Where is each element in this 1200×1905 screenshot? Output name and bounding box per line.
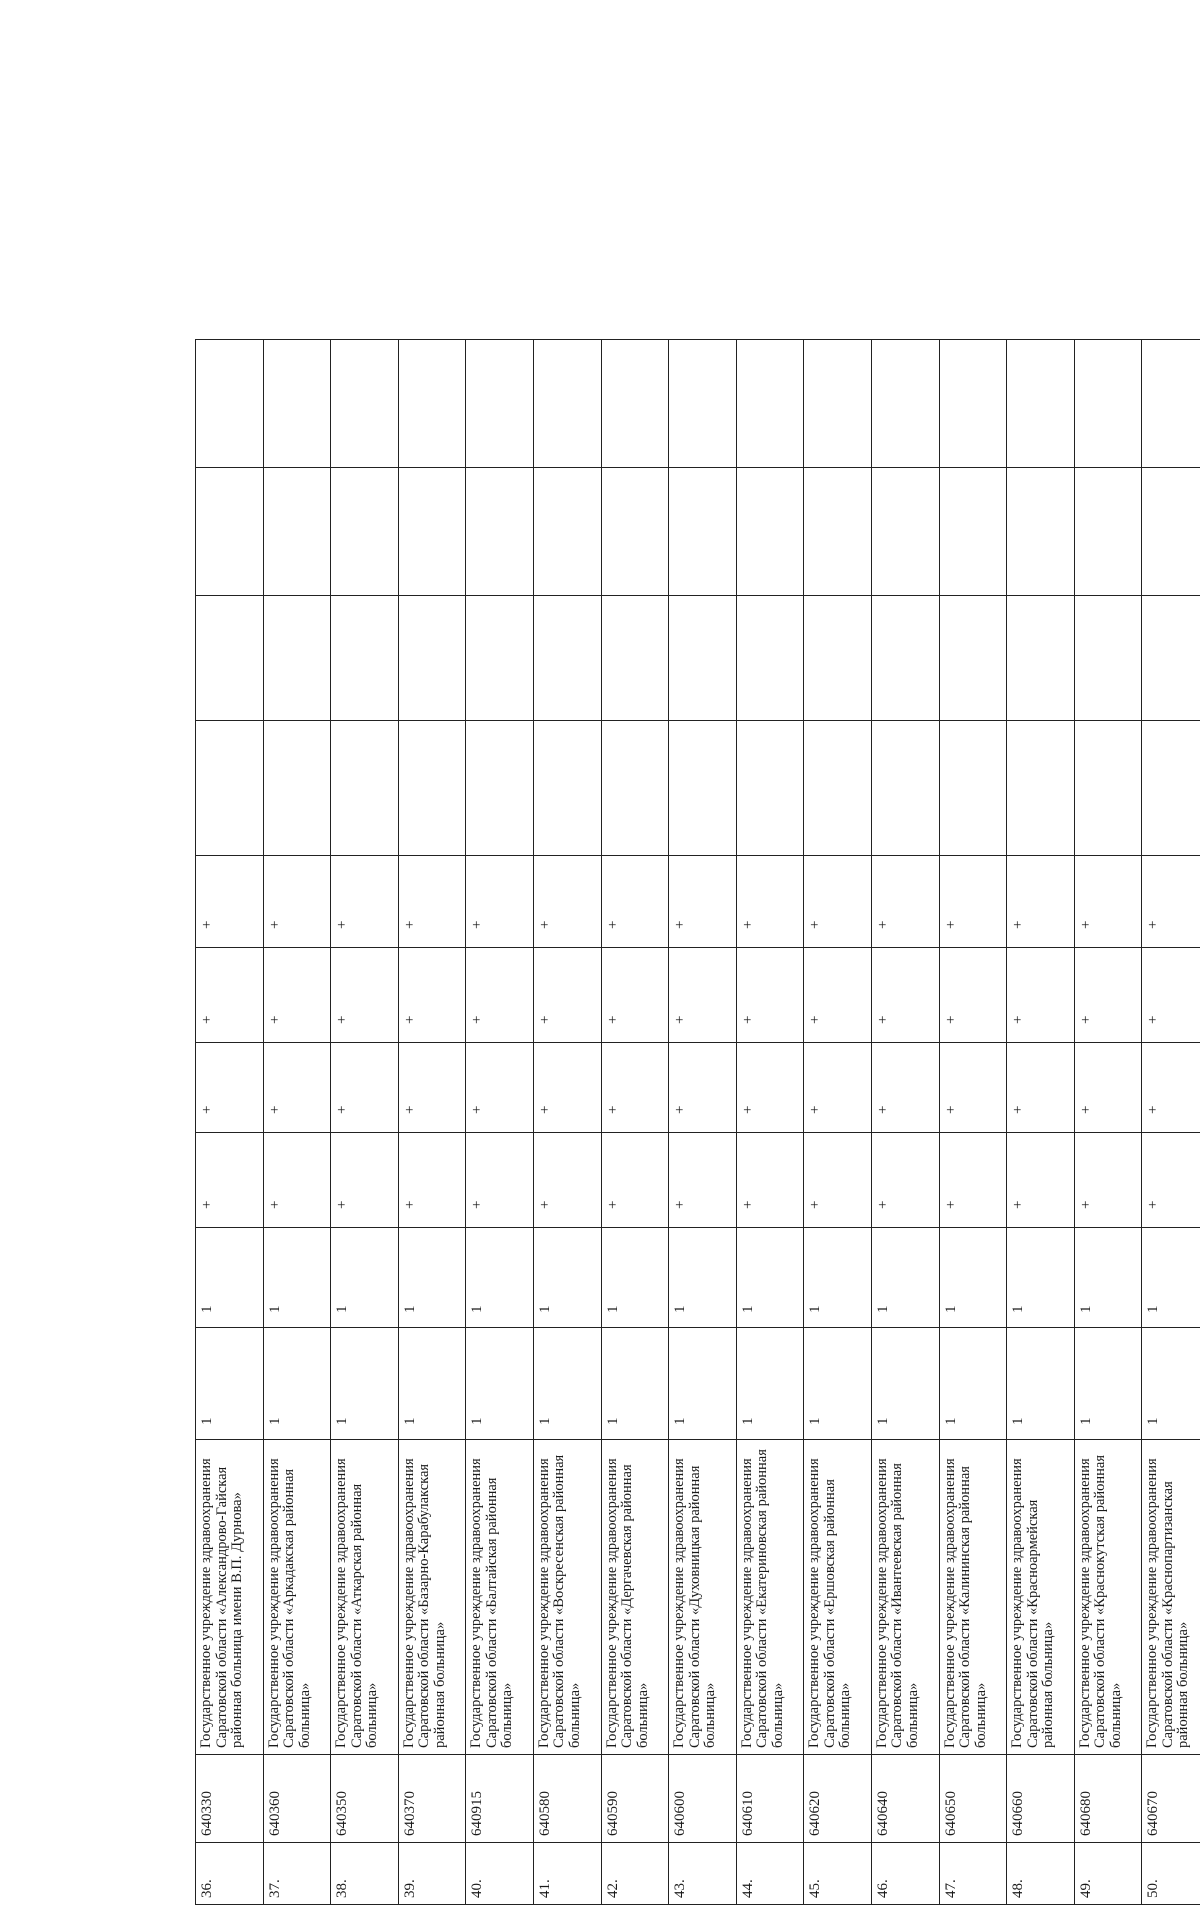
row-number: 46.	[871, 1843, 939, 1905]
mark-cell-3: +	[466, 948, 534, 1043]
row-number: 47.	[939, 1843, 1007, 1905]
mark-cell-2: +	[871, 1043, 939, 1133]
empty-cell	[398, 340, 466, 468]
empty-cell	[1007, 721, 1075, 856]
facility-code: 640330	[196, 1755, 264, 1843]
mark-cell-2: +	[804, 1043, 872, 1133]
row-number: 48.	[1007, 1843, 1075, 1905]
table-row	[871, 340, 939, 1905]
empty-cell	[669, 468, 737, 596]
empty-cell	[601, 596, 669, 721]
mark-cell-1: +	[1074, 1133, 1142, 1228]
count-cell-1: 1	[939, 1328, 1007, 1440]
facility-code: 640650	[939, 1755, 1007, 1843]
count-cell-2: 1	[398, 1228, 466, 1328]
mark-cell-4: +	[331, 856, 399, 948]
empty-cell	[533, 468, 601, 596]
mark-cell-4: +	[1007, 856, 1075, 948]
table-row	[669, 340, 737, 1905]
empty-cell	[939, 596, 1007, 721]
count-cell-1: 1	[804, 1328, 872, 1440]
count-cell-2: 1	[533, 1228, 601, 1328]
mark-cell-2: +	[466, 1043, 534, 1133]
mark-cell-1: +	[1007, 1133, 1075, 1228]
table-row	[1142, 340, 1200, 1905]
facility-name: Государственное учреждение здравоохранения Саратовской области «Александрово-Гайская районная больница имени В.П. Дурнова»	[196, 1440, 264, 1755]
facility-code: 640620	[804, 1755, 872, 1843]
count-cell-1: 1	[1074, 1328, 1142, 1440]
facility-code: 640350	[331, 1755, 399, 1843]
mark-cell-3: +	[1074, 948, 1142, 1043]
facility-name: Государственное учреждение здравоохранения Саратовской области «Базарно-Карабулакская районная больница»	[398, 1440, 466, 1755]
mark-cell-1: +	[331, 1133, 399, 1228]
mark-cell-3: +	[669, 948, 737, 1043]
empty-cell	[1074, 340, 1142, 468]
mark-cell-2: +	[1007, 1043, 1075, 1133]
facility-name: Государственное учреждение здравоохранения Саратовской области «Аркадакская районная больница»	[263, 1440, 331, 1755]
mark-cell-2: +	[669, 1043, 737, 1133]
facility-name: Государственное учреждение здравоохранения Саратовской области «Краснокутская районная больница»	[1074, 1440, 1142, 1755]
empty-cell	[1074, 721, 1142, 856]
row-number: 44.	[736, 1843, 804, 1905]
mark-cell-2: +	[939, 1043, 1007, 1133]
facility-name: Государственное учреждение здравоохранения Саратовской области «Духовницкая районная больница»	[669, 1440, 737, 1755]
mark-cell-1: +	[939, 1133, 1007, 1228]
empty-cell	[398, 468, 466, 596]
count-cell-2: 1	[331, 1228, 399, 1328]
facility-name: Государственное учреждение здравоохранения Саратовской области «Краснопартизанская районная больница»	[1142, 1440, 1200, 1755]
mark-cell-4: +	[466, 856, 534, 948]
count-cell-1: 1	[263, 1328, 331, 1440]
table-row	[601, 340, 669, 1905]
mark-cell-4: +	[871, 856, 939, 948]
table-row	[398, 340, 466, 1905]
table-body	[196, 340, 1200, 1905]
empty-cell	[601, 468, 669, 596]
count-cell-2: 1	[196, 1228, 264, 1328]
mark-cell-2: +	[263, 1043, 331, 1133]
empty-cell	[1142, 468, 1200, 596]
mark-cell-1: +	[196, 1133, 264, 1228]
empty-cell	[398, 596, 466, 721]
count-cell-1: 1	[398, 1328, 466, 1440]
mark-cell-3: +	[804, 948, 872, 1043]
row-number: 49.	[1074, 1843, 1142, 1905]
mark-cell-1: +	[736, 1133, 804, 1228]
row-number: 37.	[263, 1843, 331, 1905]
facility-code: 640590	[601, 1755, 669, 1843]
empty-cell	[263, 340, 331, 468]
row-number: 38.	[331, 1843, 399, 1905]
empty-cell	[871, 596, 939, 721]
facility-code: 640370	[398, 1755, 466, 1843]
empty-cell	[669, 721, 737, 856]
facility-code: 640660	[1007, 1755, 1075, 1843]
count-cell-2: 1	[1007, 1228, 1075, 1328]
facility-code: 640640	[871, 1755, 939, 1843]
count-cell-1: 1	[601, 1328, 669, 1440]
mark-cell-4: +	[196, 856, 264, 948]
empty-cell	[1142, 596, 1200, 721]
mark-cell-2: +	[398, 1043, 466, 1133]
empty-cell	[533, 596, 601, 721]
facility-name: Государственное учреждение здравоохранения Саратовской области «Дергачевская районная больница»	[601, 1440, 669, 1755]
facility-name: Государственное учреждение здравоохранения Саратовской области «Ивантеевская районная больница»	[871, 1440, 939, 1755]
table-row	[939, 340, 1007, 1905]
facility-name: Государственное учреждение здравоохранения Саратовской области «Аткарская районная больница»	[331, 1440, 399, 1755]
mark-cell-3: +	[398, 948, 466, 1043]
count-cell-1: 1	[331, 1328, 399, 1440]
empty-cell	[1074, 596, 1142, 721]
empty-cell	[196, 596, 264, 721]
row-number: 36.	[196, 1843, 264, 1905]
count-cell-1: 1	[1007, 1328, 1075, 1440]
mark-cell-4: +	[398, 856, 466, 948]
mark-cell-4: +	[533, 856, 601, 948]
row-number: 43.	[669, 1843, 737, 1905]
empty-cell	[196, 468, 264, 596]
empty-cell	[804, 596, 872, 721]
empty-cell	[804, 340, 872, 468]
table-row	[331, 340, 399, 1905]
count-cell-2: 1	[263, 1228, 331, 1328]
empty-cell	[871, 721, 939, 856]
empty-cell	[331, 340, 399, 468]
empty-cell	[331, 596, 399, 721]
facility-code: 640680	[1074, 1755, 1142, 1843]
mark-cell-1: +	[466, 1133, 534, 1228]
mark-cell-4: +	[939, 856, 1007, 948]
empty-cell	[533, 340, 601, 468]
mark-cell-1: +	[533, 1133, 601, 1228]
mark-cell-3: +	[263, 948, 331, 1043]
empty-cell	[871, 340, 939, 468]
empty-cell	[1007, 468, 1075, 596]
table-row	[466, 340, 534, 1905]
facility-code: 640670	[1142, 1755, 1200, 1843]
mark-cell-4: +	[1074, 856, 1142, 948]
count-cell-2: 1	[1074, 1228, 1142, 1328]
mark-cell-1: +	[1142, 1133, 1200, 1228]
empty-cell	[601, 340, 669, 468]
count-cell-2: 1	[871, 1228, 939, 1328]
mark-cell-3: +	[1142, 948, 1200, 1043]
empty-cell	[669, 596, 737, 721]
empty-cell	[669, 340, 737, 468]
empty-cell	[736, 721, 804, 856]
mark-cell-3: +	[871, 948, 939, 1043]
count-cell-2: 1	[601, 1228, 669, 1328]
empty-cell	[196, 721, 264, 856]
empty-cell	[736, 340, 804, 468]
count-cell-2: 1	[466, 1228, 534, 1328]
empty-cell	[736, 596, 804, 721]
mark-cell-3: +	[533, 948, 601, 1043]
mark-cell-3: +	[601, 948, 669, 1043]
mark-cell-3: +	[331, 948, 399, 1043]
mark-cell-2: +	[736, 1043, 804, 1133]
empty-cell	[939, 340, 1007, 468]
count-cell-1: 1	[533, 1328, 601, 1440]
facility-name: Государственное учреждение здравоохранения Саратовской области «Екатериновская районная больница»	[736, 1440, 804, 1755]
facility-name: Государственное учреждение здравоохранения Саратовской области «Красноармейская районная больница»	[1007, 1440, 1075, 1755]
table-row	[736, 340, 804, 1905]
table-row	[804, 340, 872, 1905]
table-row	[263, 340, 331, 1905]
empty-cell	[1142, 721, 1200, 856]
empty-cell	[1007, 596, 1075, 721]
mark-cell-2: +	[331, 1043, 399, 1133]
row-number: 50.	[1142, 1843, 1200, 1905]
mark-cell-3: +	[736, 948, 804, 1043]
empty-cell	[331, 721, 399, 856]
row-number: 41.	[533, 1843, 601, 1905]
count-cell-2: 1	[939, 1228, 1007, 1328]
count-cell-1: 1	[1142, 1328, 1200, 1440]
mark-cell-1: +	[398, 1133, 466, 1228]
mark-cell-1: +	[601, 1133, 669, 1228]
facility-name: Государственное учреждение здравоохранения Саратовской области «Воскресенская районная больница»	[533, 1440, 601, 1755]
empty-cell	[871, 468, 939, 596]
facility-code: 640580	[533, 1755, 601, 1843]
empty-cell	[939, 721, 1007, 856]
count-cell-2: 1	[736, 1228, 804, 1328]
facility-code: 640610	[736, 1755, 804, 1843]
table-row	[533, 340, 601, 1905]
empty-cell	[466, 340, 534, 468]
table-row	[196, 340, 264, 1905]
mark-cell-2: +	[1142, 1043, 1200, 1133]
mark-cell-2: +	[1074, 1043, 1142, 1133]
mark-cell-4: +	[736, 856, 804, 948]
count-cell-2: 1	[669, 1228, 737, 1328]
empty-cell	[1007, 340, 1075, 468]
facility-code: 640360	[263, 1755, 331, 1843]
mark-cell-1: +	[263, 1133, 331, 1228]
facility-code: 640600	[669, 1755, 737, 1843]
facility-code: 640915	[466, 1755, 534, 1843]
mark-cell-3: +	[1007, 948, 1075, 1043]
count-cell-1: 1	[871, 1328, 939, 1440]
mark-cell-4: +	[804, 856, 872, 948]
empty-cell	[533, 721, 601, 856]
empty-cell	[601, 721, 669, 856]
empty-cell	[1142, 340, 1200, 468]
empty-cell	[804, 468, 872, 596]
row-number: 40.	[466, 1843, 534, 1905]
empty-cell	[263, 721, 331, 856]
count-cell-1: 1	[466, 1328, 534, 1440]
institutions-table	[195, 339, 1200, 1905]
empty-cell	[466, 721, 534, 856]
empty-cell	[196, 340, 264, 468]
count-cell-1: 1	[736, 1328, 804, 1440]
rotated-table-page	[195, 340, 1200, 1905]
mark-cell-1: +	[669, 1133, 737, 1228]
mark-cell-3: +	[939, 948, 1007, 1043]
mark-cell-1: +	[871, 1133, 939, 1228]
empty-cell	[736, 468, 804, 596]
facility-name: Государственное учреждение здравоохранения Саратовской области «Балтайская районная больница»	[466, 1440, 534, 1755]
empty-cell	[804, 721, 872, 856]
empty-cell	[331, 468, 399, 596]
empty-cell	[466, 468, 534, 596]
mark-cell-4: +	[669, 856, 737, 948]
mark-cell-1: +	[804, 1133, 872, 1228]
row-number: 39.	[398, 1843, 466, 1905]
table-row	[1007, 340, 1075, 1905]
count-cell-1: 1	[669, 1328, 737, 1440]
empty-cell	[466, 596, 534, 721]
count-cell-2: 1	[1142, 1228, 1200, 1328]
mark-cell-2: +	[533, 1043, 601, 1133]
facility-name: Государственное учреждение здравоохранения Саратовской области «Калининская районная больница»	[939, 1440, 1007, 1755]
empty-cell	[939, 468, 1007, 596]
mark-cell-2: +	[601, 1043, 669, 1133]
empty-cell	[263, 596, 331, 721]
facility-name: Государственное учреждение здравоохранения Саратовской области «Ершовская районная больница»	[804, 1440, 872, 1755]
count-cell-1: 1	[196, 1328, 264, 1440]
row-number: 42.	[601, 1843, 669, 1905]
mark-cell-3: +	[196, 948, 264, 1043]
count-cell-2: 1	[804, 1228, 872, 1328]
mark-cell-4: +	[601, 856, 669, 948]
table-row	[1074, 340, 1142, 1905]
empty-cell	[1074, 468, 1142, 596]
mark-cell-4: +	[1142, 856, 1200, 948]
mark-cell-4: +	[263, 856, 331, 948]
empty-cell	[263, 468, 331, 596]
mark-cell-2: +	[196, 1043, 264, 1133]
empty-cell	[398, 721, 466, 856]
row-number: 45.	[804, 1843, 872, 1905]
